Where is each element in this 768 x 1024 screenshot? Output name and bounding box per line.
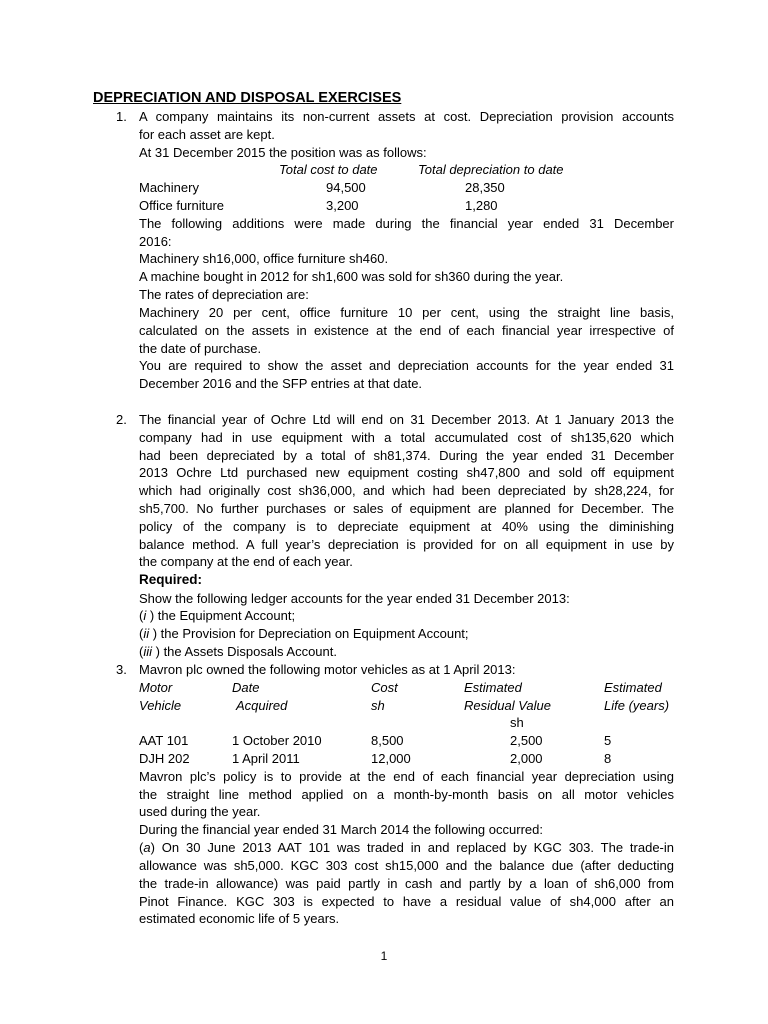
q1-line: The following additions were made during the financial year ended 31 December [139, 216, 674, 231]
q1-row-cost: 94,500 [326, 180, 366, 195]
q3-header: Acquired [236, 698, 288, 713]
q2-item: (iii ) the Assets Disposals Account. [139, 644, 337, 659]
document-title: DEPRECIATION AND DISPOSAL EXERCISES [93, 90, 402, 106]
q3-header: Vehicle [139, 698, 182, 713]
q3-row-life: 8 [604, 751, 612, 766]
q3-header: Cost [371, 680, 398, 695]
q3-row-cost: 8,500 [371, 733, 404, 748]
q2-line: which had originally cost sh36,000, and which had been depreciated by sh28,224, for [139, 483, 674, 498]
q1-row-cost: 3,200 [326, 198, 359, 213]
q3-part-a-line: allowance was sh5,000. KGC 303 cost sh15,000 and the balance due (after deducting [139, 858, 674, 873]
q2-item-label: ii [143, 626, 150, 641]
q3-row-residual: 2,000 [510, 751, 543, 766]
q1-line: the date of purchase. [139, 341, 262, 356]
q3-residual-unit: sh [510, 715, 524, 730]
q3-line: During the financial year ended 31 March 2014 the following occurred: [139, 822, 543, 837]
q1-line: Machinery sh16,000, office furniture sh460. [139, 251, 389, 266]
q3-line: used during the year. [139, 804, 261, 819]
q1-row-depreciation: 1,280 [465, 198, 498, 213]
q2-item: (i ) the Equipment Account; [139, 608, 296, 623]
q1-line: A machine bought in 2012 for sh1,600 was sold for sh360 during the year. [139, 269, 564, 284]
q1-line: A company maintains its non-current assets at cost. Depreciation provision accounts [139, 109, 674, 124]
q3-part-a-line: estimated economic life of 5 years. [139, 911, 340, 926]
q1-line: Machinery 20 per cent, office furniture 10 per cent, using the straight line basis, [139, 305, 674, 320]
q1-line: 2016: [139, 234, 172, 249]
q2-line: company had in use equipment with a total accumulated cost of sh135,620 which [139, 430, 674, 445]
page-number: 1 [380, 949, 388, 963]
question-2-number: 2. [116, 412, 127, 427]
q3-row-vehicle: DJH 202 [139, 751, 190, 766]
q2-item: (ii ) the Provision for Depreciation on Equipment Account; [139, 626, 469, 641]
q1-header-cost: Total cost to date [279, 162, 378, 177]
q2-item-text: ) the Equipment Account; [146, 608, 296, 623]
q3-part-a-text: ) On 30 June 2013 AAT 101 was traded in and replaced by KGC 303. The trade-in [150, 840, 674, 855]
q3-part-a: (a) On 30 June 2013 AAT 101 was traded in and replaced by KGC 303. The trade-in [139, 840, 674, 855]
q3-header: Estimated [464, 680, 522, 695]
q1-row-name: Machinery [139, 180, 199, 195]
q3-part-a-line: the trade-in allowance) was paid partly in cash and partly by a loan of sh6,000 from [139, 876, 674, 891]
q1-line: calculated on the assets in existence at the end of each financial year irrespective of [139, 323, 674, 338]
q2-line: policy of the company is to depreciate equipment at 40% using the diminishing [139, 519, 674, 534]
q2-line: balance method. A full year’s depreciation is provided for on all equipment in use by [139, 537, 674, 552]
q1-line: December 2016 and the SFP entries at that date. [139, 376, 423, 391]
q3-intro: Mavron plc owned the following motor vehicles as at 1 April 2013: [139, 662, 516, 677]
q3-part-a-line: Pinot Finance. KGC 303 is expected to have a residual value of sh4,000 after an [139, 894, 674, 909]
q3-header: sh [371, 698, 385, 713]
q3-part-a-label: a [143, 840, 151, 855]
q3-header: Residual Value [464, 698, 551, 713]
q3-row-residual: 2,500 [510, 733, 543, 748]
q1-line: The rates of depreciation are: [139, 287, 309, 302]
question-1-number: 1. [116, 109, 127, 124]
q1-row-name: Office furniture [139, 198, 225, 213]
q3-row-date: 1 October 2010 [232, 733, 322, 748]
q3-header: Date [232, 680, 260, 695]
q2-item-text: ) the Assets Disposals Account. [152, 644, 337, 659]
q3-line: Mavron plc’s policy is to provide at the end of each financial year depreciation using [139, 769, 674, 784]
q2-line: sh5,700. No further purchases or sales of equipment are planned for December. The [139, 501, 674, 516]
q2-line: 2013 Ochre Ltd purchased new equipment costing sh47,800 and sold off equipment [139, 465, 674, 480]
q2-item-label: iii [143, 644, 153, 659]
q3-header: Life (years) [604, 698, 670, 713]
q3-line: the straight line method applied on a month-by-month basis on all motor vehicles [139, 787, 674, 802]
q1-line: At 31 December 2015 the position was as follows: [139, 145, 427, 160]
q3-row-cost: 12,000 [371, 751, 411, 766]
q1-header-depreciation: Total depreciation to date [418, 162, 564, 177]
q3-row-vehicle: AAT 101 [139, 733, 189, 748]
q3-header: Motor [139, 680, 173, 695]
required-heading: Required: [139, 572, 203, 587]
question-3-number: 3. [116, 662, 127, 677]
q2-instruction: Show the following ledger accounts for the year ended 31 December 2013: [139, 591, 570, 606]
q3-header: Estimated [604, 680, 662, 695]
q2-line: the company at the end of each year. [139, 554, 353, 569]
q1-line: You are required to show the asset and depreciation accounts for the year ended 31 [139, 358, 674, 373]
q1-line: for each asset are kept. [139, 127, 275, 142]
q2-line: The financial year of Ochre Ltd will end on 31 December 2013. At 1 January 2013 the [139, 412, 674, 427]
q2-line: had been depreciated by a total of sh81,374. During the year ended 31 December [139, 448, 674, 463]
q1-row-depreciation: 28,350 [465, 180, 505, 195]
q3-row-life: 5 [604, 733, 612, 748]
q2-item-text: ) the Provision for Depreciation on Equipment Account; [149, 626, 469, 641]
q2-item-label: i [143, 608, 147, 623]
q3-row-date: 1 April 2011 [232, 751, 300, 766]
